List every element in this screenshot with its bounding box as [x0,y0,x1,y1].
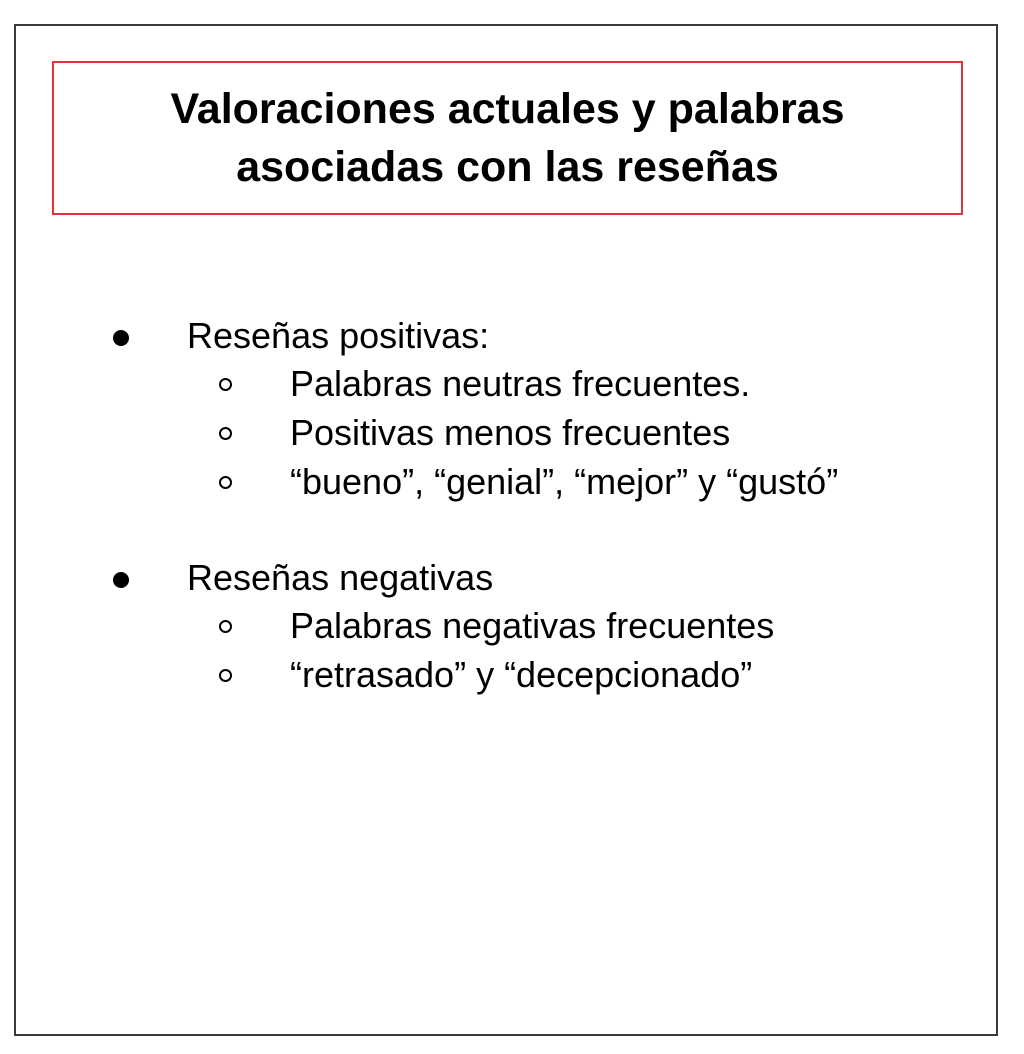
section-heading-positive: Reseñas positivas: [187,315,490,356]
section-heading-negative: Reseñas negativas [187,557,494,598]
list-item: “retrasado” y “decepcionado” [290,654,753,695]
bullet-hollow-icon [219,427,232,440]
slide-title-line-1: Valoraciones actuales y palabras [170,85,845,133]
bullet-filled-icon [113,572,129,588]
bullet-hollow-icon [219,669,232,682]
bullet-filled-icon [113,330,129,346]
list-item: Palabras negativas frecuentes [290,605,775,646]
slide-title-line-2: asociadas con las reseñas [236,143,779,191]
bullet-hollow-icon [219,378,232,391]
bullet-hollow-icon [219,620,232,633]
list-item: Palabras neutras frecuentes. [290,363,751,404]
list-item: Positivas menos frecuentes [290,412,731,453]
list-item: “bueno”, “genial”, “mejor” y “gustó” [290,461,839,502]
bullet-hollow-icon [219,476,232,489]
